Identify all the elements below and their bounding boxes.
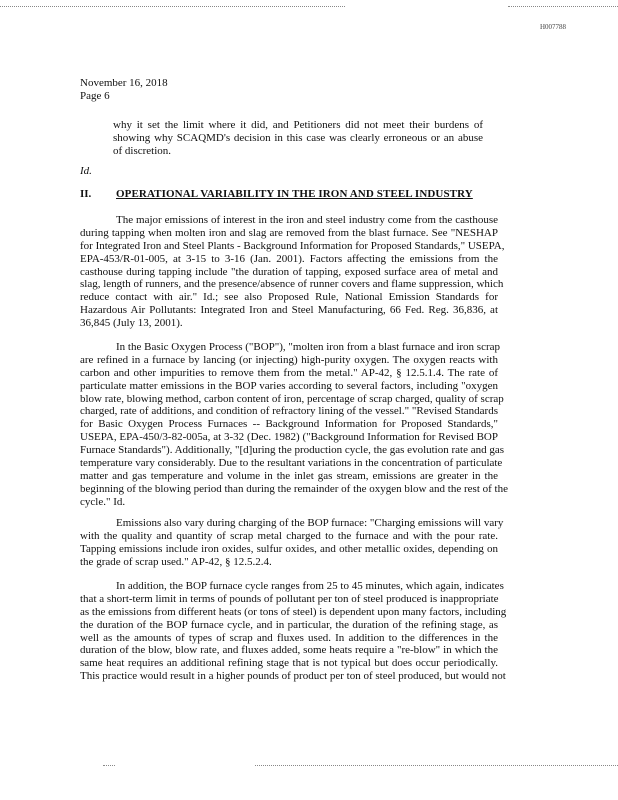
paragraph-line: In the Basic Oxygen Process ("BOP"), "molten iron from a blast furnace and iron scrap <box>116 341 501 353</box>
paragraph-line: reduce contact with air." Id.; see also Proposed Rule, National Emission Standards for <box>80 291 498 304</box>
paragraph-line: the duration of the BOP furnace cycle, and in particular, the duration of the refining stage, as <box>80 618 498 631</box>
paragraph-line: The major emissions of interest in the iron and steel industry come from the casthouse <box>116 214 498 226</box>
paragraph-line: Tapping emissions include iron oxides, sulfur oxides, and other metallic oxides, depending on <box>80 542 498 555</box>
paragraph-line: particulate matter emissions in the BOP varies according to several factors, including "oxygen <box>80 379 498 392</box>
paragraph-line: during tapping when molten iron and slag are removed from the blast furnace. See "NESHAP <box>80 226 498 239</box>
section-heading: OPERATIONAL VARIABILITY IN THE IRON AND STEEL INDUSTRY <box>116 188 473 200</box>
section-number: II. <box>80 188 92 200</box>
paragraph-line: Emissions also vary during charging of the BOP furnace: "Charging emissions will vary <box>116 517 504 529</box>
block-quote <box>113 119 483 158</box>
paragraph-line: In addition, the BOP furnace cycle ranges from 25 to 45 minutes, which again, indicates <box>116 580 504 592</box>
quote-line: showing why SCAQMD's decision in this case was clearly erroneous or an abuse <box>113 131 483 144</box>
scan-artifact-bottom <box>255 765 618 766</box>
paragraph-line: cycle." Id. <box>80 495 126 508</box>
paragraph-line: same heat requires an additional refining stage that is not typical but does occur periodically. <box>80 657 498 670</box>
paragraph-line: This practice would result in a higher pounds of product per ton of steel produced, but would not <box>80 670 506 683</box>
paragraph-line: Hazardous Air Pollutants: Integrated Iron and Steel Manufacturing, 66 Fed. Reg. 36,836, at <box>80 304 498 317</box>
paragraph-line: USEPA, EPA-450/3-82-005a, at 3-32 (Dec. 1982) ("Background Information for Revised BOP <box>80 431 498 444</box>
paragraph-line: slag, length of runners, and the presence/absence of runner covers and flame suppression, which <box>80 278 504 291</box>
quote-line: of discretion. <box>113 144 172 157</box>
paragraph-line: charged, rate of additions, and condition of refractory lining of the vessel." "Revised Standards <box>80 405 498 418</box>
paragraph-line: matter and gas temperature and volume in the inlet gas stream, emissions are greater in the <box>80 469 498 482</box>
paragraph <box>80 214 505 330</box>
letter-date: November 16, 2018 <box>80 77 168 89</box>
paragraph-line: duration of the blow, blow rate, and fluxes added, some heats require a "re-blow" in which the <box>80 644 498 657</box>
paragraph-line: with the quality and quantity of scrap metal charged to the furnace and with the pour rate. <box>80 529 498 542</box>
paragraph-line: well as the amounts of types of scrap and fluxes used. In addition to the differences in the <box>80 631 498 644</box>
paragraph-line: Furnace Standards"). Additionally, "[d]uring the production cycle, the gas evolution rate and gas <box>80 444 505 457</box>
scan-artifact-top <box>0 6 345 7</box>
paragraph-line: casthouse during tapping include "the duration of tapping, exposed surface area of metal and <box>80 265 498 278</box>
paragraph-line: the grade of scrap used." AP-42, § 12.5.2.4. <box>80 555 272 568</box>
scan-artifact-top-right <box>508 6 618 7</box>
paragraph-line: for Basic Oxygen Process Furnaces -- Background Information for Proposed Standards," <box>80 418 498 431</box>
quote-line: why it set the limit where it did, and Petitioners did not meet their burdens of <box>113 119 483 131</box>
paragraph <box>80 341 508 509</box>
page-number: Page 6 <box>80 90 110 102</box>
paragraph-line: beginning of the blowing period than during the remainder of the oxygen blow and the rest of the <box>80 482 508 495</box>
paragraph <box>80 580 507 683</box>
paragraph-line: for Integrated Iron and Steel Plants - Background Information for Proposed Standards," USEPA, <box>80 239 505 252</box>
paragraph-line: EPA-453/R-01-005, at 3-15 to 3-16 (Jan. 2001). Factors affecting the emissions from the <box>80 252 498 265</box>
paragraph-line: blow rate, blowing method, carbon content of iron, percentage of scrap charged, quality of scrap <box>80 392 504 405</box>
scan-artifact-bottom-left <box>103 765 115 766</box>
paragraph-line: temperature vary considerably. Due to the resultant variations in the concentration of particulate <box>80 457 503 470</box>
bates-number: H007788 <box>540 23 567 31</box>
paragraph-line: as the emissions from different heats (or tons of steel) is dependent upon many factors, including <box>80 605 507 618</box>
paragraph <box>80 517 504 569</box>
citation-id: Id. <box>80 165 92 177</box>
paragraph-line: 36,845 (July 13, 2001). <box>80 317 183 330</box>
paragraph-line: are refined in a furnace by lancing (or injecting) high-purity oxygen. The oxygen reacts with <box>80 353 498 366</box>
paragraph-line: that a short-term limit in terms of pounds of pollutant per ton of steel produced is inappropriate <box>80 592 499 605</box>
paragraph-line: carbon and other impurities to remove them from the metal." AP-42, § 12.5.1.4. The rate of <box>80 366 498 379</box>
